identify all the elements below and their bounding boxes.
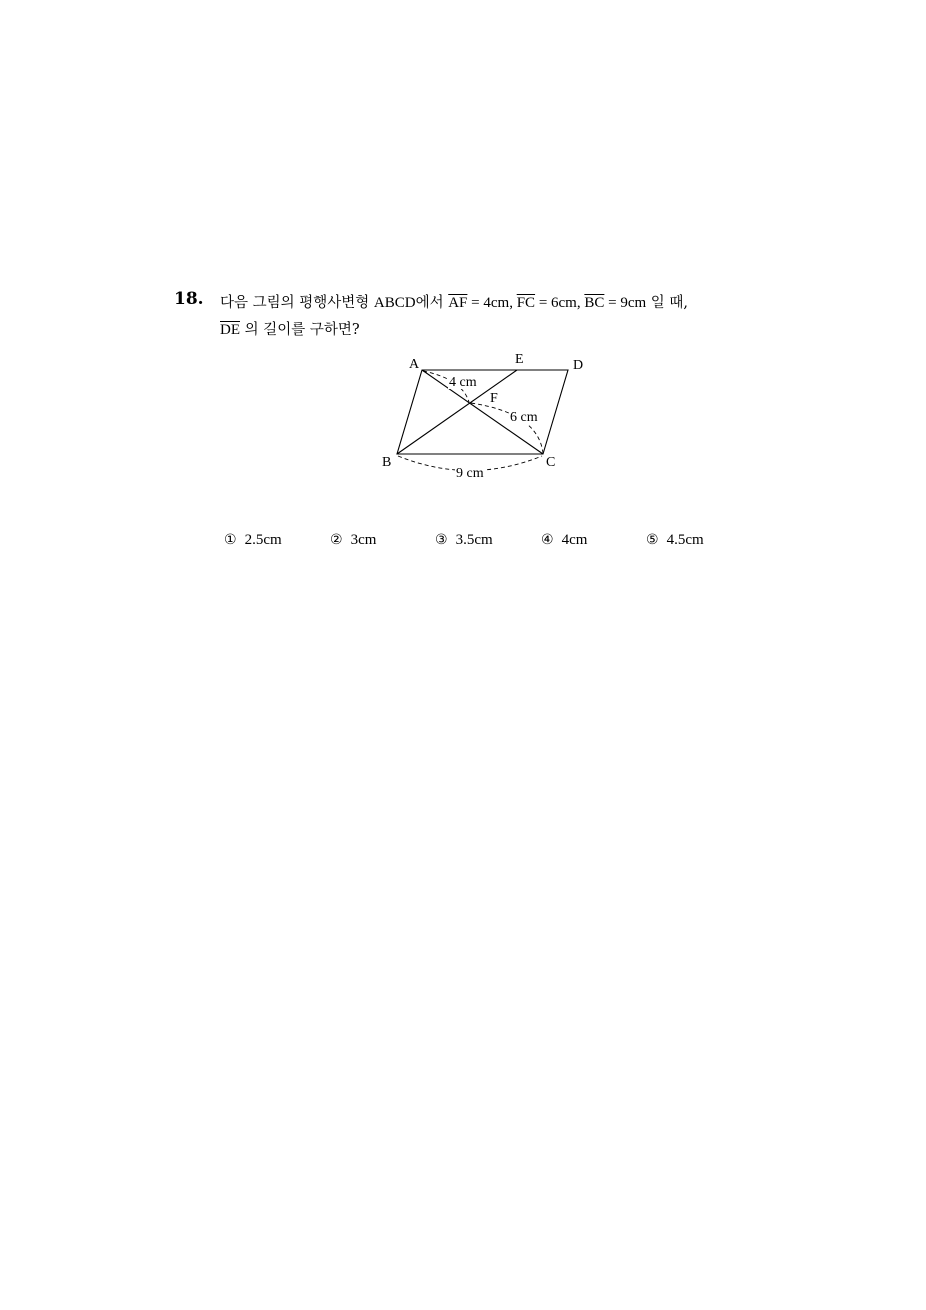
dimension-label-bc: 9 cm: [456, 466, 484, 481]
choice-text: 3.5cm: [455, 532, 493, 548]
choice-5[interactable]: [646, 532, 704, 549]
vertex-label-c: C: [546, 455, 556, 470]
choice-text: 4.5cm: [666, 532, 704, 548]
question-text-part: 에서: [415, 295, 449, 311]
question-number: 18.: [174, 289, 204, 309]
parallelogram-name: ABCD: [373, 295, 416, 311]
given-bc: = 9cm: [604, 295, 647, 311]
choice-3[interactable]: [435, 532, 493, 549]
choice-2[interactable]: [330, 532, 376, 549]
choice-4[interactable]: [541, 532, 587, 549]
dimension-label-fc: 6 cm: [510, 410, 538, 425]
question-text-part: 다음 그림의 평행사변형: [220, 295, 374, 311]
dimension-label-af: 4 cm: [449, 375, 477, 390]
choice-text: 2.5cm: [244, 532, 282, 548]
segment-af: $\overline{AF}$: [448, 295, 468, 311]
segment-bc: $\overline{BC}$: [584, 295, 605, 311]
vertex-label-d: D: [573, 358, 584, 373]
choice-mark: ③: [435, 532, 448, 548]
vertex-label-a: A: [409, 357, 420, 372]
answer-choices: [224, 532, 744, 554]
question-text-part: 의 길이를 구하면?: [240, 322, 360, 338]
given-af: = 4cm,: [467, 295, 517, 311]
question-text-part: 일 때,: [646, 295, 689, 311]
question-text-line1: [220, 291, 688, 312]
question-text-line2: [220, 318, 360, 339]
choice-mark: ①: [224, 532, 237, 548]
vertex-label-e: E: [515, 352, 524, 367]
parallelogram-figure: [370, 345, 590, 485]
segment-fc: $\overline{FC}$: [516, 295, 536, 311]
choice-text: 4cm: [561, 532, 588, 548]
segment-de: $\overline{DE}$: [220, 322, 240, 338]
choice-mark: ②: [330, 532, 343, 548]
vertex-label-f: F: [490, 391, 498, 406]
vertex-label-b: B: [382, 455, 392, 470]
choice-mark: ⑤: [646, 532, 659, 548]
given-fc: = 6cm,: [535, 295, 585, 311]
choice-1[interactable]: [224, 532, 282, 549]
choice-mark: ④: [541, 532, 554, 548]
choice-text: 3cm: [350, 532, 377, 548]
